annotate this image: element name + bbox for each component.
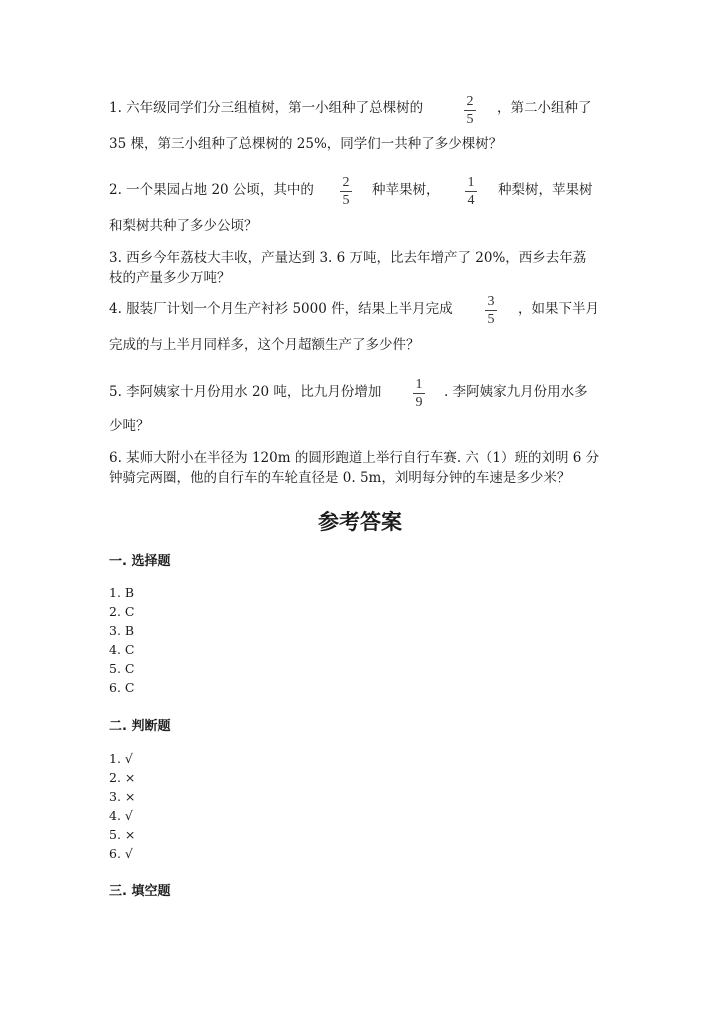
fraction-bar xyxy=(485,310,497,311)
q2-fraction-2-denominator: 4 xyxy=(467,193,475,208)
q2-line1-part2: 种苹果树， xyxy=(372,182,440,198)
section-choice-title: 一. 选择题 xyxy=(109,554,171,569)
judge-answer: 2. × xyxy=(109,770,136,785)
q3-line1: 3. 西乡今年荔枝大丰收，产量达到 3. 6 万吨，比去年增产了 20%，西乡去年荔 xyxy=(109,250,587,266)
q1-fraction xyxy=(462,94,478,127)
fraction-bar xyxy=(464,110,476,111)
q2-fraction-2 xyxy=(463,175,479,208)
q2-fraction-1-denominator: 5 xyxy=(342,193,350,208)
q2-fraction-1-numerator: 2 xyxy=(342,175,350,190)
q4-fraction-denominator: 5 xyxy=(487,312,495,327)
q5-fraction xyxy=(411,377,427,410)
judge-answer: 1. √ xyxy=(109,751,133,766)
choice-answer: 1. B xyxy=(109,585,135,600)
q1-fraction-denominator: 5 xyxy=(466,112,474,127)
judge-answer: 5. × xyxy=(109,827,136,842)
choice-answer: 4. C xyxy=(109,642,135,657)
q4-line1-part2: ，如果下半月 xyxy=(518,301,599,317)
q5-line1-part2: . 李阿姨家九月份用水多 xyxy=(444,384,588,400)
q4-line1-part1: 4. 服装厂计划一个月生产衬衫 5000 件，结果上半月完成 xyxy=(109,301,453,317)
choice-answer: 5. C xyxy=(109,661,135,676)
q5-fraction-denominator: 9 xyxy=(415,395,423,410)
answers-title: 参考答案 xyxy=(318,510,402,534)
q1-line1-part2: ，第二小组种了 xyxy=(497,100,592,116)
q5-line2: 少吨？ xyxy=(109,418,150,434)
fraction-bar xyxy=(340,191,352,192)
q6-line2: 钟骑完两圈，他的自行车的车轮直径是 0. 5m，刘明每分钟的车速是多少米？ xyxy=(109,470,571,486)
judge-answer: 6. √ xyxy=(109,846,133,861)
q4-fraction xyxy=(483,294,499,327)
section-fill-title: 三. 填空题 xyxy=(109,884,171,899)
q5-fraction-numerator: 1 xyxy=(415,377,423,392)
q3-line2: 枝的产量多少万吨？ xyxy=(109,270,231,286)
q6-line1: 6. 某师大附小在半径为 120m 的圆形跑道上举行自行车赛. 六（1）班的刘明 6 分 xyxy=(109,450,600,466)
q4-fraction-numerator: 3 xyxy=(487,294,495,309)
q2-line1-part1: 2. 一个果园占地 20 公顷，其中的 xyxy=(109,182,314,198)
q2-fraction-2-numerator: 1 xyxy=(467,175,475,190)
q2-line2: 和梨树共种了多少公顷？ xyxy=(109,218,258,234)
section-judge-title: 二. 判断题 xyxy=(109,719,171,734)
q1-line2: 35 棵，第三小组种了总棵树的 25%，同学们一共种了多少棵树？ xyxy=(109,136,503,152)
fraction-bar xyxy=(413,393,425,394)
q1-fraction-numerator: 2 xyxy=(466,94,474,109)
choice-answer: 2. C xyxy=(109,604,135,619)
q2-fraction-1 xyxy=(338,175,354,208)
q1-line1-part1: 1. 六年级同学们分三组植树，第一小组种了总棵树的 xyxy=(109,100,424,116)
fraction-bar xyxy=(465,191,477,192)
choice-answer: 6. C xyxy=(109,680,135,695)
q2-line1-part3: 种梨树，苹果树 xyxy=(498,182,593,198)
judge-answer: 3. × xyxy=(109,789,136,804)
judge-answer: 4. √ xyxy=(109,808,133,823)
q5-line1-part1: 5. 李阿姨家十月份用水 20 吨，比九月份增加 xyxy=(109,384,382,400)
q4-line2: 完成的与上半月同样多，这个月超额生产了多少件？ xyxy=(109,337,420,353)
choice-answer: 3. B xyxy=(109,623,135,638)
